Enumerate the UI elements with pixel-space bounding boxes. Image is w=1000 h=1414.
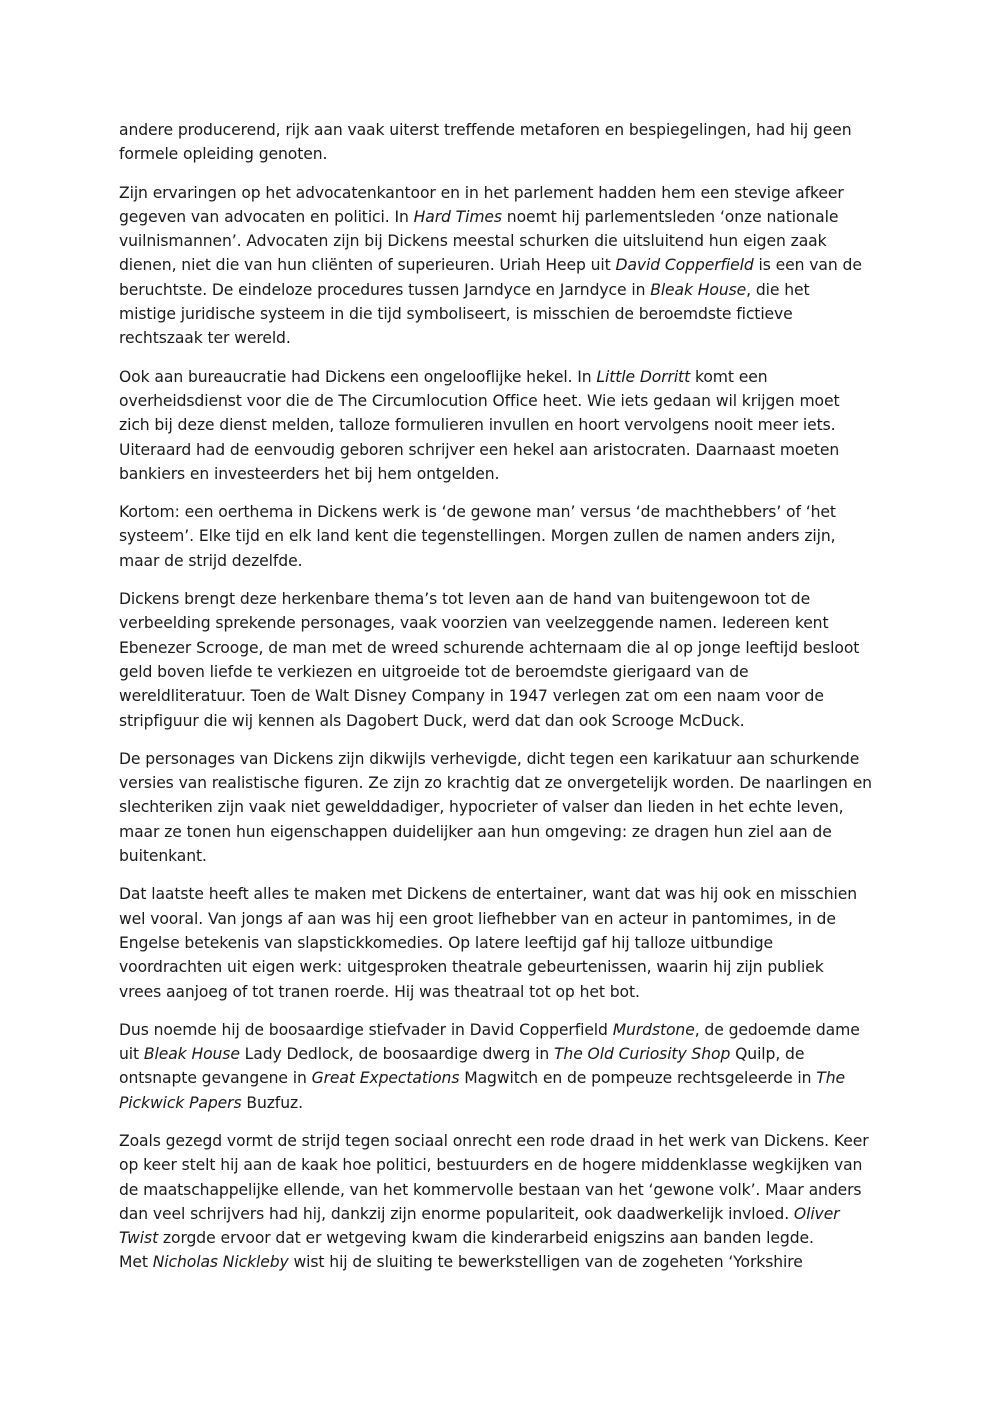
text-run: Quilp, de: [730, 1045, 805, 1064]
text-line: [119, 462, 884, 486]
text-line: [119, 1153, 884, 1177]
text-line: [119, 844, 884, 868]
italic-title: Great Expectations: [311, 1069, 460, 1088]
text-run: bankiers en investeerders het bij hem ontgelden.: [119, 464, 500, 483]
text-line: [119, 636, 884, 660]
text-line: [119, 907, 884, 931]
text-run: verbeelding sprekende personages, vaak voorzien van veelzeggende namen. Iedereen kent: [119, 614, 829, 633]
text-run: wereldliteratuur. Toen de Walt Disney Company in 1947 verlegen zat om een naam voor de: [119, 687, 824, 706]
text-run: komt een: [690, 367, 768, 386]
text-run: systeem’. Elke tijd en elk land kent die tegenstellingen. Morgen zullen de namen anders zijn,: [119, 527, 836, 546]
italic-title: David Copperfield: [615, 256, 754, 275]
text-run: voordrachten uit eigen werk: uitgesproken theatrale gebeurtenissen, waarin hij zijn publiek: [119, 958, 824, 977]
text-run: Met: [119, 1253, 153, 1272]
text-run: dienen, niet die van hun cliënten of superieuren. Uriah Heep uit: [119, 256, 616, 275]
text-line: [119, 820, 884, 844]
text-line: [119, 524, 884, 548]
paragraph: [119, 1129, 884, 1275]
text-run: De personages van Dickens zijn dikwijls verhevigde, dicht tegen een karikatuur aan schurkende: [119, 749, 860, 768]
text-run: , die het: [746, 280, 810, 299]
text-line: [119, 326, 884, 350]
italic-title: Little Dorritt: [596, 367, 691, 386]
text-line: [119, 389, 884, 413]
text-line: [119, 549, 884, 573]
text-run: formele opleiding genoten.: [119, 145, 328, 164]
text-run: uit: [119, 1045, 144, 1064]
paragraph: [119, 882, 884, 1003]
text-run: Engelse betekenis van slapstickkomedies. Op latere leeftijd gaf hij talloze uitbundige: [119, 933, 774, 952]
text-run: gegeven van advocaten en politici. In: [119, 207, 414, 226]
italic-title: Hard Times: [413, 207, 502, 226]
text-run: overheidsdienst voor die de The Circumlocution Office heet. Wie iets gedaan wil krijgen moet: [119, 391, 840, 410]
text-line: [119, 709, 884, 733]
text-run: ontsnapte gevangene in: [119, 1069, 312, 1088]
text-run: Buzfuz.: [241, 1093, 303, 1112]
paragraph: [119, 1018, 884, 1115]
text-run: rechtszaak ter wereld.: [119, 329, 291, 348]
italic-title: Twist: [119, 1229, 159, 1248]
text-run: Zijn ervaringen op het advocatenkantoor en in het parlement hadden hem een stevige afkeer: [119, 183, 844, 202]
text-line: [119, 882, 884, 906]
text-line: [119, 500, 884, 524]
text-line: [119, 684, 884, 708]
text-line: [119, 1018, 884, 1042]
text-run: vrees aanjoeg of tot tranen roerde. Hij was theatraal tot op het bot.: [119, 982, 640, 1001]
text-run: , de gedoemde dame: [694, 1020, 860, 1039]
text-run: Dat laatste heeft alles te maken met Dickens de entertainer, want dat was hij ook en misschien: [119, 885, 858, 904]
text-line: [119, 1202, 884, 1226]
text-line: [119, 142, 884, 166]
text-run: de maatschappelijke ellende, van het kommervolle bestaan van het ‘gewone volk’. Maar anders: [119, 1180, 862, 1199]
italic-title: Bleak House: [143, 1045, 240, 1064]
text-run: slechteriken zijn vaak niet gewelddadiger, hypocrieter of valser dan lieden in het echte leven,: [119, 798, 844, 817]
text-line: [119, 438, 884, 462]
text-run: andere producerend, rijk aan vaak uiterst treffende metaforen en bespiegelingen, had hij geen: [119, 121, 852, 139]
text-line: [119, 229, 884, 253]
text-line: [119, 278, 884, 302]
text-run: geld boven liefde te verkiezen en uitgroeide tot de beroemdste gierigaard van de: [119, 662, 749, 681]
text-line: [119, 611, 884, 635]
paragraph: [119, 747, 884, 868]
italic-title: Nicholas Nickleby: [152, 1253, 289, 1272]
text-run: maar de strijd dezelfde.: [119, 551, 303, 570]
text-run: Zoals gezegd vormt de strijd tegen sociaal onrecht een rode draad in het werk van Dickens. Keer: [119, 1131, 869, 1150]
italic-title: Oliver: [793, 1204, 840, 1223]
text-line: [119, 1226, 884, 1250]
text-line: [119, 1042, 884, 1066]
text-line: [119, 181, 884, 205]
text-run: Magwitch en de pompeuze rechtsgeleerde in: [459, 1069, 817, 1088]
italic-title: The Old Curiosity Shop: [554, 1045, 731, 1064]
text-line: [119, 955, 884, 979]
paragraph: [119, 181, 884, 351]
text-line: [119, 1091, 884, 1115]
paragraph: [119, 500, 884, 573]
text-run: wel vooral. Van jongs af aan was hij een groot liefhebber van en acteur in pantomimes, in de: [119, 909, 836, 928]
text-line: [119, 795, 884, 819]
text-run: zorgde ervoor dat er wetgeving kwam die kinderarbeid enigszins aan banden legde.: [158, 1229, 814, 1248]
text-run: stripfiguur die wij kennen als Dagobert Duck, werd dat dan ook Scrooge McDuck.: [119, 711, 745, 730]
text-run: mistige juridische systeem in die tijd symboliseert, is misschien de beroemdste fictieve: [119, 305, 793, 324]
text-line: [119, 1178, 884, 1202]
text-run: wist hij de sluiting te bewerkstelligen van de zogeheten ‘Yorkshire: [288, 1253, 803, 1272]
text-run: zich bij deze dienst melden, talloze formulieren invullen en hoort vervolgens nooit meer iets.: [119, 416, 836, 435]
text-line: [119, 931, 884, 955]
text-run: Kortom: een oerthema in Dickens werk is ‘de gewone man’ versus ‘de machthebbers’ of ‘het: [119, 503, 836, 522]
text-run: buitenkant.: [119, 847, 207, 866]
text-line: [119, 253, 884, 277]
text-line: [119, 118, 884, 142]
text-run: Dickens brengt deze herkenbare thema’s tot leven aan de hand van buitengewoon tot de: [119, 590, 811, 609]
text-run: Ebenezer Scrooge, de man met de wreed schurende achternaam die al op jonge leeftijd besloot: [119, 638, 860, 657]
text-line: [119, 365, 884, 389]
text-line: [119, 302, 884, 326]
text-run: maar ze tonen hun eigenschappen duidelijker aan hun omgeving: ze dragen hun ziel aan de: [119, 822, 832, 841]
paragraph: [119, 365, 884, 486]
text-line: [119, 660, 884, 684]
paragraph: [119, 587, 884, 733]
italic-title: Murdstone: [612, 1020, 695, 1039]
text-line: [119, 1250, 884, 1274]
text-run: versies van realistische figuren. Ze zijn zo krachtig dat ze onvergetelijk worden. De naarlingen en: [119, 774, 872, 793]
body-text: [119, 118, 884, 1289]
text-run: vuilnismannen’. Advocaten zijn bij Dickens meestal schurken die uitsluitend hun eigen zaak: [119, 232, 827, 251]
text-run: Lady Dedlock, de boosaardige dwerg in: [239, 1045, 554, 1064]
text-line: [119, 1066, 884, 1090]
text-run: dan veel schrijvers had hij, dankzij zijn enorme populariteit, ook daadwerkelijk invloed.: [119, 1204, 794, 1223]
text-line: [119, 587, 884, 611]
text-line: [119, 1129, 884, 1153]
text-run: Dus noemde hij de boosaardige stiefvader in David Copperfield: [119, 1020, 613, 1039]
text-line: [119, 980, 884, 1004]
text-run: beruchtste. De eindeloze procedures tussen Jarndyce en Jarndyce in: [119, 280, 651, 299]
text-line: [119, 771, 884, 795]
text-run: Ook aan bureaucratie had Dickens een ongelooflijke hekel. In: [119, 367, 597, 386]
text-run: op keer stelt hij aan de kaak hoe politici, bestuurders en de hogere middenklasse wegkijken van: [119, 1156, 863, 1175]
italic-title: Pickwick Papers: [119, 1093, 242, 1112]
text-line: [119, 205, 884, 229]
text-line: [119, 413, 884, 437]
text-line: [119, 747, 884, 771]
paragraph: [119, 118, 884, 167]
text-run: Uiteraard had de eenvoudig geboren schrijver een hekel aan aristocraten. Daarnaast moeten: [119, 440, 840, 459]
italic-title: Bleak House: [650, 280, 747, 299]
italic-title: The: [816, 1069, 845, 1088]
text-run: noemt hij parlementsleden ‘onze nationale: [501, 207, 839, 226]
text-run: is een van de: [753, 256, 862, 275]
